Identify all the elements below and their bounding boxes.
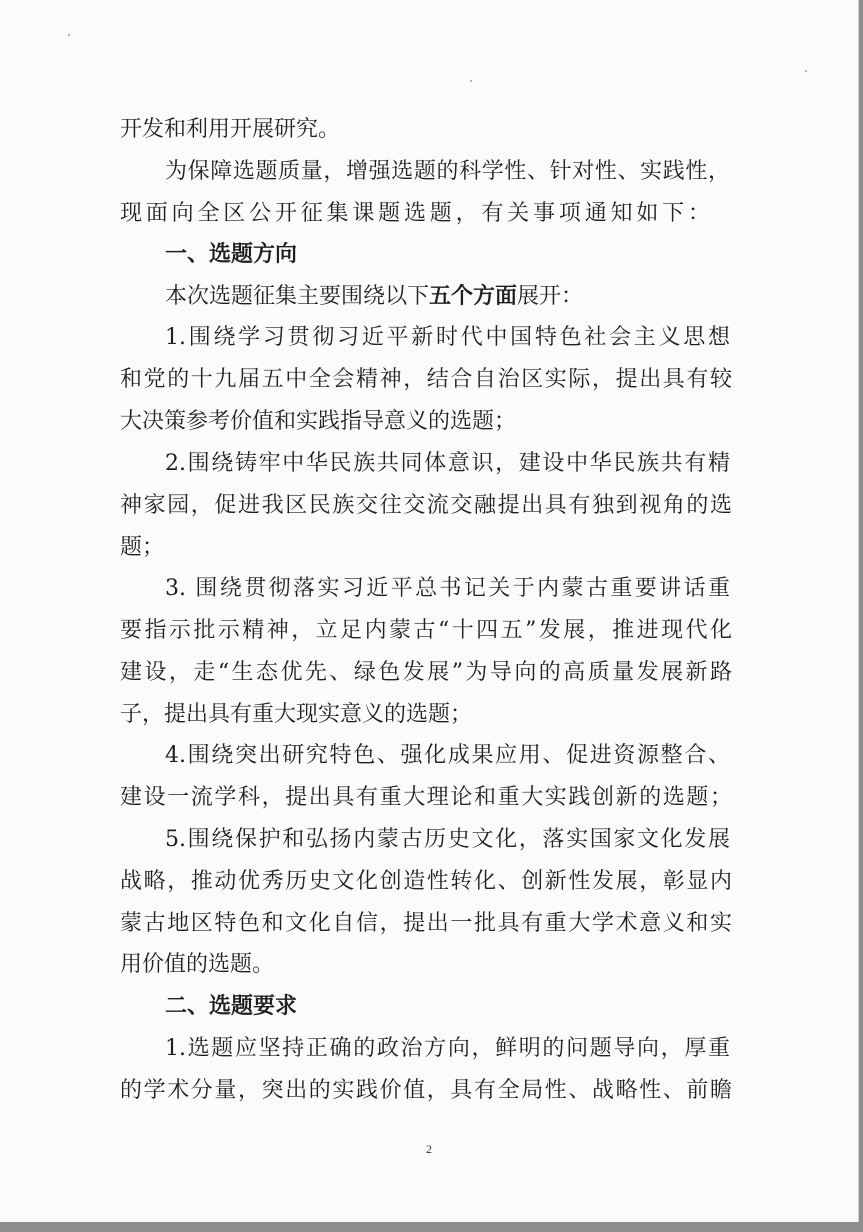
body-line: 大决策参考价值和实践指导意义的选题； [120,409,517,434]
body-line: 建设一流学科，提出具有重大理论和重大实践创新的选题； [120,785,732,810]
body-line: 开发和利用开展研究。 [120,117,341,142]
body-line: 本次选题征集主要围绕以下五个方面展开： [165,284,584,309]
body-line: 为保障选题质量，增强选题的科学性、针对性、实践性， [165,159,730,184]
scan-speck [68,34,70,36]
section-heading: 一、选题方向 [165,242,298,267]
body-line: 用价值的选题。 [120,952,275,977]
page-number: 2 [426,1142,432,1156]
body-line: 1.选题应坚持正确的政治方向，鲜明的问题导向，厚重 [165,1036,730,1061]
body-line: 1.围绕学习贯彻习近平新时代中国特色社会主义思想 [165,325,730,350]
body-line: 5.围绕保护和弘扬内蒙古历史文化，落实国家文化发展 [165,827,730,852]
body-line: 蒙古地区特色和文化自信，提出一批具有重大学术意义和实 [120,911,732,936]
body-line: 4.围绕突出研究特色、强化成果应用、促进资源整合、 [165,743,730,768]
body-line: 2.围绕铸牢中华民族共同体意识，建设中华民族共有精 [165,451,730,476]
body-line: 要指示批示精神，立足内蒙古“十四五”发展，推进现代化 [120,618,732,643]
section-heading: 二、选题要求 [165,994,298,1019]
body-line: 的学术分量，突出的实践价值，具有全局性、战略性、前瞻 [120,1078,732,1103]
body-line: 和党的十九届五中全会精神，结合自治区实际，提出具有较 [120,367,732,392]
body-line: 神家园，促进我区民族交往交流交融提出具有独到视角的选 [120,493,732,518]
body-line: 建设，走“生态优先、绿色发展”为导向的高质量发展新路 [120,660,732,685]
body-line: 现面向全区公开征集课题选题，有关事项通知如下： [120,201,710,226]
body-line: 子，提出具有重大现实意义的选题； [120,702,473,727]
scan-speck [470,80,472,82]
body-line: 战略，推动优秀历史文化创造性转化、创新性发展，彰显内 [120,869,732,894]
scan-speck [805,70,807,72]
bold-phrase: 五个方面 [429,284,518,309]
body-line: 题； [120,535,165,560]
body-line: 3. 围绕贯彻落实习近平总书记关于内蒙古重要讲话重 [165,576,730,601]
